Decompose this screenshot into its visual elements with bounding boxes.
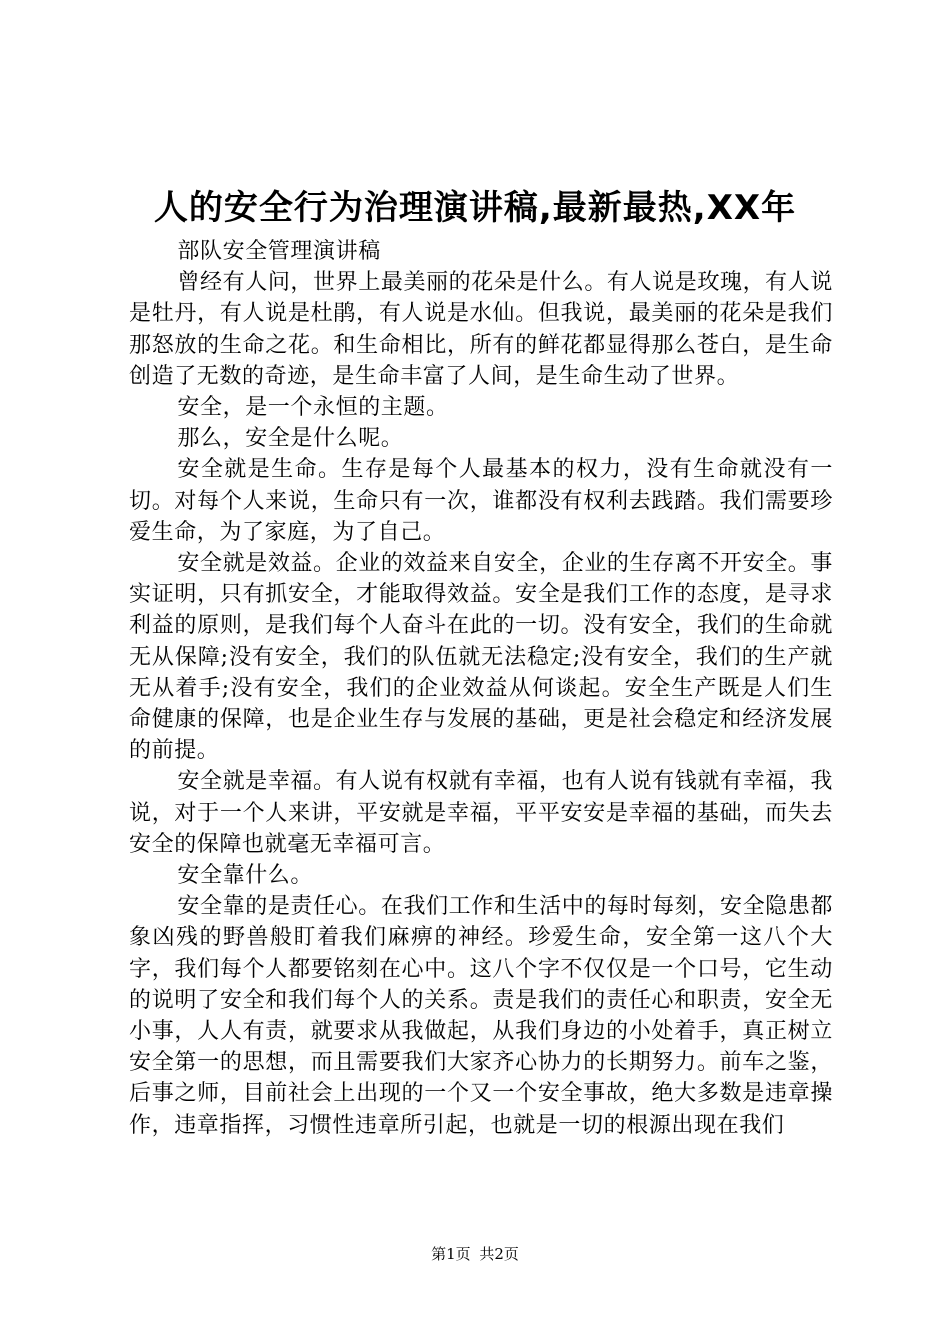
paragraph: 安全就是生命。生存是每个人最基本的权力，没有生命就没有一切。对每个人来说，生命只有一次，谁都没有权利去践踏。我们需要珍爱生命，为了家庭，为了自己。 [129, 457, 833, 545]
paragraph: 曾经有人问，世界上最美丽的花朵是什么。有人说是玫瑰，有人说是牡丹，有人说是杜鹃，有人说是水仙。但我说，最美丽的花朵是我们那怒放的生命之花。和生命相比，所有的鲜花都显得那么苍白，是生命创造了无数的奇迹，是生命丰富了人间，是生命生动了世界。 [129, 270, 833, 389]
page-total: 共2页 [479, 1245, 519, 1263]
paragraph: 安全靠的是责任心。在我们工作和生活中的每时每刻，安全隐患都象凶残的野兽般盯着我们麻痹的神经。珍爱生命，安全第一这八个大字，我们每个人都要铭刻在心中。这八个字不仅仅是一个口号，它生动的说明了安全和我们每个人的关系。责是我们的责任心和职责，安全无小事，人人有责，就要求从我做起，从我们身边的小处着手，真正树立安全第一的思想，而且需要我们大家齐心协力的长期努力。前车之鉴，后事之师，目前社会上出现的一个又一个安全事故，绝大多数是违章操作，违章指挥，习惯性违章所引起，也就是一切的根源出现在我们 [129, 894, 833, 1138]
page-footer [0, 1243, 950, 1265]
paragraph: 安全就是效益。企业的效益来自安全，企业的生存离不开安全。事实证明，只有抓安全，才能取得效益。安全是我们工作的态度，是寻求利益的原则，是我们每个人奋斗在此的一切。没有安全，我们的生命就无从保障;没有安全，我们的队伍就无法稳定;没有安全，我们的生产就无从着手;没有安全，我们的企业效益从何谈起。安全生产既是人们生命健康的保障，也是企业生存与发展的基础，更是社会稳定和经济发展的前提。 [129, 551, 833, 764]
document-title: 人的安全行为治理演讲稿,最新最热,XX年 [153, 188, 797, 228]
paragraph: 安全就是幸福。有人说有权就有幸福，也有人说有钱就有幸福，我说，对于一个人来讲，平安就是幸福，平平安安是幸福的基础，而失去安全的保障也就毫无幸福可言。 [129, 769, 833, 857]
paragraph: 安全，是一个永恒的主题。 [177, 395, 449, 421]
page-number: 第1页 [431, 1245, 471, 1263]
paragraph: 部队安全管理演讲稿 [177, 239, 381, 264]
paragraph: 那么，安全是什么呢。 [177, 426, 404, 452]
paragraph: 安全靠什么。 [177, 863, 313, 889]
document-body [129, 236, 833, 1141]
